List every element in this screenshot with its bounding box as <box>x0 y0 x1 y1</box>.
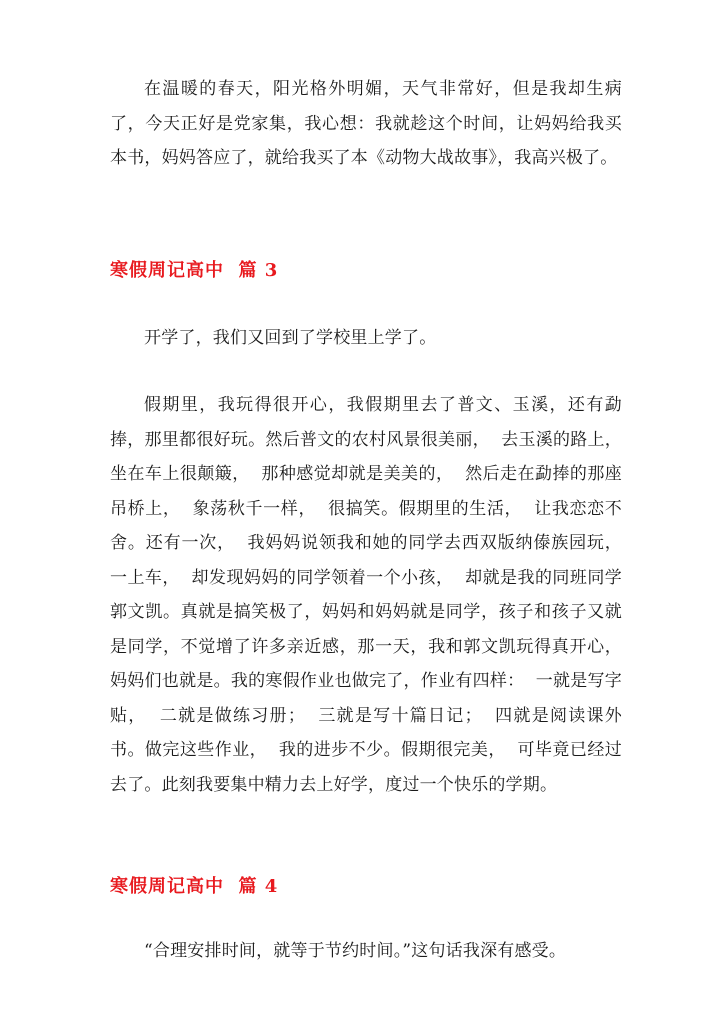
section-heading-part-4: 寒假周记高中 篇 4 <box>110 876 279 897</box>
section-heading-part-3: 寒假周记高中 篇 3 <box>110 260 279 281</box>
paragraph-holiday-story: 假期里，我玩得很开心，我假期里去了普文、玉溪，还有勐捧，那里都很好玩。然后普文的农村风景很美丽， 去玉溪的路上，坐在车上很颠簸， 那种感觉却就是美美的， 然后走在勐捧的那座吊桥上， 象荡秋千一样， 很搞笑。假期里的生活， 让我恋恋不舍。还有一次， 我妈妈说领我和她的同学去西双版纳傣族园玩， 一上车， 却发现妈妈的同学领着一个小孩， 却就是我的同班同学郭文凯。真就是搞笑极了，妈妈和妈妈就是同学，孩子和孩子又就是同学，不觉增了许多亲近感，那一天，我和郭文凯玩得真开心，妈妈们也就是。我的寒假作业也做完了，作业有四样： 一就是写字贴， 二就是做练习册； 三就是写十篇日记； 四就是阅读课外书。做完这些作业， 我的进步不少。假期很完美， 可毕竟已经过去了。此刻我要集中精力去上好学，度过一个快乐的学期。 <box>110 395 634 795</box>
paragraph-school-start: 开学了，我们又回到了学校里上学了。 <box>144 328 437 348</box>
paragraph-spring-illness: 在温暖的春天，阳光格外明媚，天气非常好，但是我却生病了，今天正好是党家集，我心想：我就趁这个时间，让妈妈给我买本书，妈妈答应了，就给我买了本《动物大战故事》，我高兴极了。 <box>110 79 622 168</box>
paragraph-time-quote: “合理安排时间，就等于节约时间。”这句话我深有感受。 <box>144 941 567 961</box>
